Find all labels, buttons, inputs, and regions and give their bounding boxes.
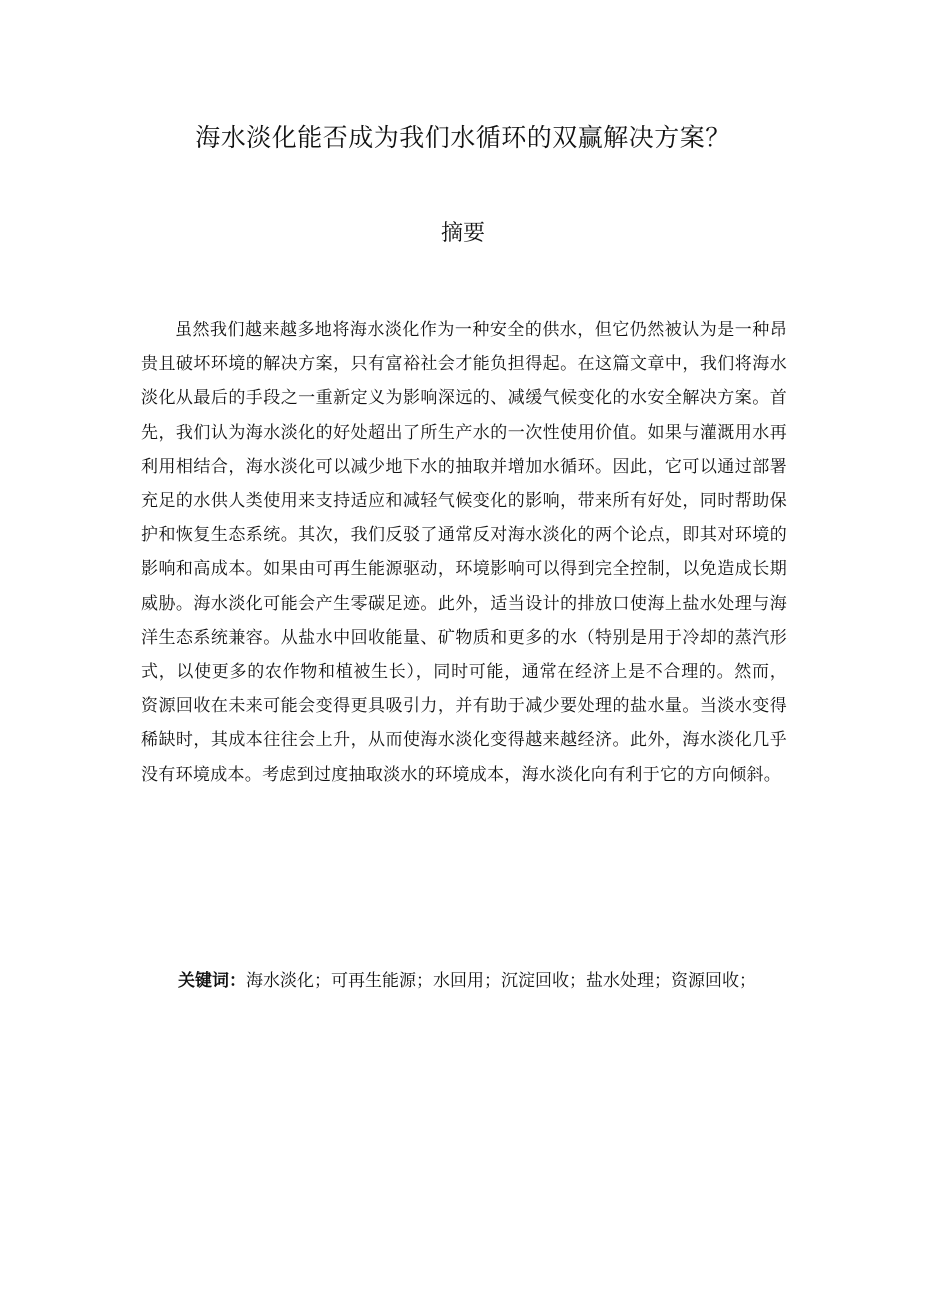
keywords-label: 关键词： <box>178 971 246 991</box>
abstract-body: 虽然我们越来越多地将海水淡化作为一种安全的供水，但它仍然被认为是一种昂贵且破坏环境的解决方案，只有富裕社会才能负担得起。在这篇文章中，我们将海水淡化从最后的手段之一重新定义为影响深远的、减缓气候变化的水安全解决方案。首先，我们认为海水淡化的好处超出了所生产水的一次性使用价值。如果与灌溉用水再利用相结合，海水淡化可以减少地下水的抽取并增加水循环。因此，它可以通过部署充足的水供人类使用来支持适应和减轻气候变化的影响，带来所有好处，同时帮助保护和恢复生态系统。其次，我们反驳了通常反对海水淡化的两个论点，即其对环境的影响和高成本。如果由可再生能源驱动，环境影响可以得到完全控制，以免造成长期威胁。海水淡化可能会产生零碳足迹。此外，适当设计的排放口使海上盐水处理与海洋生态系统兼容。从盐水中回收能量、矿物质和更多的水（特别是用于冷却的蒸汽形式，以使更多的农作物和植被生长），同时可能，通常在经济上是不合理的。然而，资源回收在未来可能会变得更具吸引力，并有助于减少要处理的盐水量。当淡水变得稀缺时，其成本往往会上升，从而使海水淡化变得越来越经济。此外，海水淡化几乎没有环境成本。考虑到过度抽取淡水的环境成本，海水淡化向有利于它的方向倾斜。 <box>141 320 787 785</box>
abstract-heading: 摘要 <box>440 221 485 246</box>
keywords-line <box>178 964 818 998</box>
keywords-list: 海水淡化；可再生能源；水回用；沉淀回收；盐水处理；资源回收； <box>246 971 756 991</box>
document-title: 海水淡化能否成为我们水循环的双赢解决方案？ <box>195 123 731 152</box>
